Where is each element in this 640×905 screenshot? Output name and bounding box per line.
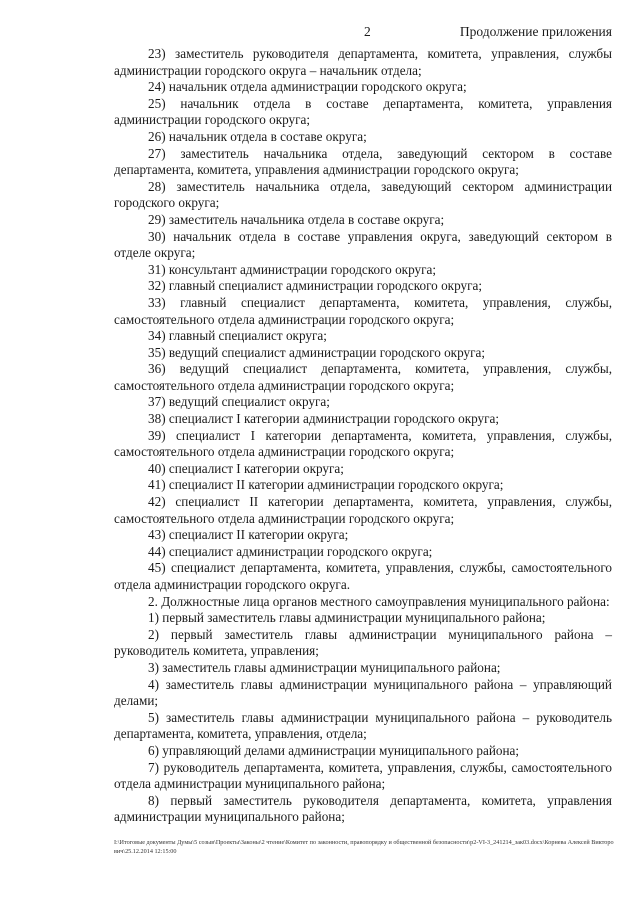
file-path-footer: I:\Итоговые документы Думы\5 созыв\Проекты\Законы\2 чтение\Комитет по законности, правопорядку и общественной безопасности\р2-VI-3_241214_зак03.docx\Корнева Алексей Викторович\25.12.2014 12:15:00 [114, 839, 614, 855]
list-item: 4) заместитель главы администрации муниципального района – управляющий делами; [114, 676, 612, 709]
document-body [114, 46, 612, 826]
list-item: 8) первый заместитель руководителя департамента, комитета, управления администрации муниципального района; [114, 792, 612, 825]
list-item: 43) специалист II категории округа; [148, 527, 349, 543]
list-item: 1) первый заместитель главы администрации муниципального района; [148, 610, 546, 626]
list-item: 23) заместитель руководителя департамента, комитета, управления, службы администрации городского округа – начальник отдела; [114, 46, 612, 78]
list-item: 2) первый заместитель главы администрации муниципального района – руководитель комитета, управления; [114, 626, 612, 659]
list-item: 7) руководитель департамента, комитета, управления, службы, самостоятельного отдела администрации муниципального района; [114, 759, 612, 792]
list-item: 3) заместитель главы администрации муниципального района; [148, 659, 501, 675]
list-item: 41) специалист II категории администрации городского округа; [148, 477, 504, 493]
list-item: 35) ведущий специалист администрации городского округа; [148, 344, 486, 360]
list-item: 37) ведущий специалист округа; [148, 394, 330, 410]
list-item: 29) заместитель начальника отдела в составе округа; [148, 211, 445, 227]
list-item: 42) специалист II категории департамента, комитета, управления, службы, самостоятельного отдела администрации городского округа; [114, 494, 612, 526]
list-item: 6) управляющий делами администрации муниципального района; [148, 742, 520, 758]
list-item: 34) главный специалист округа; [148, 328, 327, 344]
page-number: 2 [364, 24, 371, 39]
continuation-note: Продолжение приложения [459, 24, 612, 39]
list-item: 45) специалист департамента, комитета, управления, службы, самостоятельного отдела администрации городского округа. [114, 560, 612, 592]
list-item: 38) специалист I категории администрации городского округа; [148, 411, 500, 427]
list-item: 27) заместитель начальника отдела, заведующий сектором в составе департамента, комитета, управления администрации городского округа; [114, 145, 612, 178]
list-item: 25) начальник отдела в составе департамента, комитета, управления администрации городского округа; [114, 95, 612, 128]
page-header [0, 24, 640, 44]
list-item: 30) начальник отдела в составе управления округа, заведующий сектором в отделе округа; [114, 228, 612, 261]
list-item: 31) консультант администрации городского округа; [148, 261, 437, 277]
list-item: 36) ведущий специалист департамента, комитета, управления, службы, самостоятельного отдела администрации городского округа; [114, 361, 612, 393]
list-item: 33) главный специалист департамента, комитета, управления, службы, самостоятельного отдела администрации городского округа; [114, 294, 612, 327]
list-item: 5) заместитель главы администрации муниципального района – руководитель департамента, комитета, управления, отдела; [114, 709, 612, 742]
list-item: 24) начальник отдела администрации городского округа; [148, 79, 467, 95]
list-item: 44) специалист администрации городского округа; [148, 543, 433, 559]
list-item: 39) специалист I категории департамента, комитета, управления, службы, самостоятельного отдела администрации городского округа; [114, 427, 612, 460]
list-item: 26) начальник отдела в составе округа; [148, 128, 367, 144]
list-item: 40) специалист I категории округа; [148, 460, 344, 476]
list-item: 28) заместитель начальника отдела, заведующий сектором администрации городского округа; [114, 178, 612, 211]
section-heading: 2. Должностные лица органов местного самоуправления муниципального района: [148, 593, 610, 609]
list-item: 32) главный специалист администрации городского округа; [148, 278, 483, 294]
